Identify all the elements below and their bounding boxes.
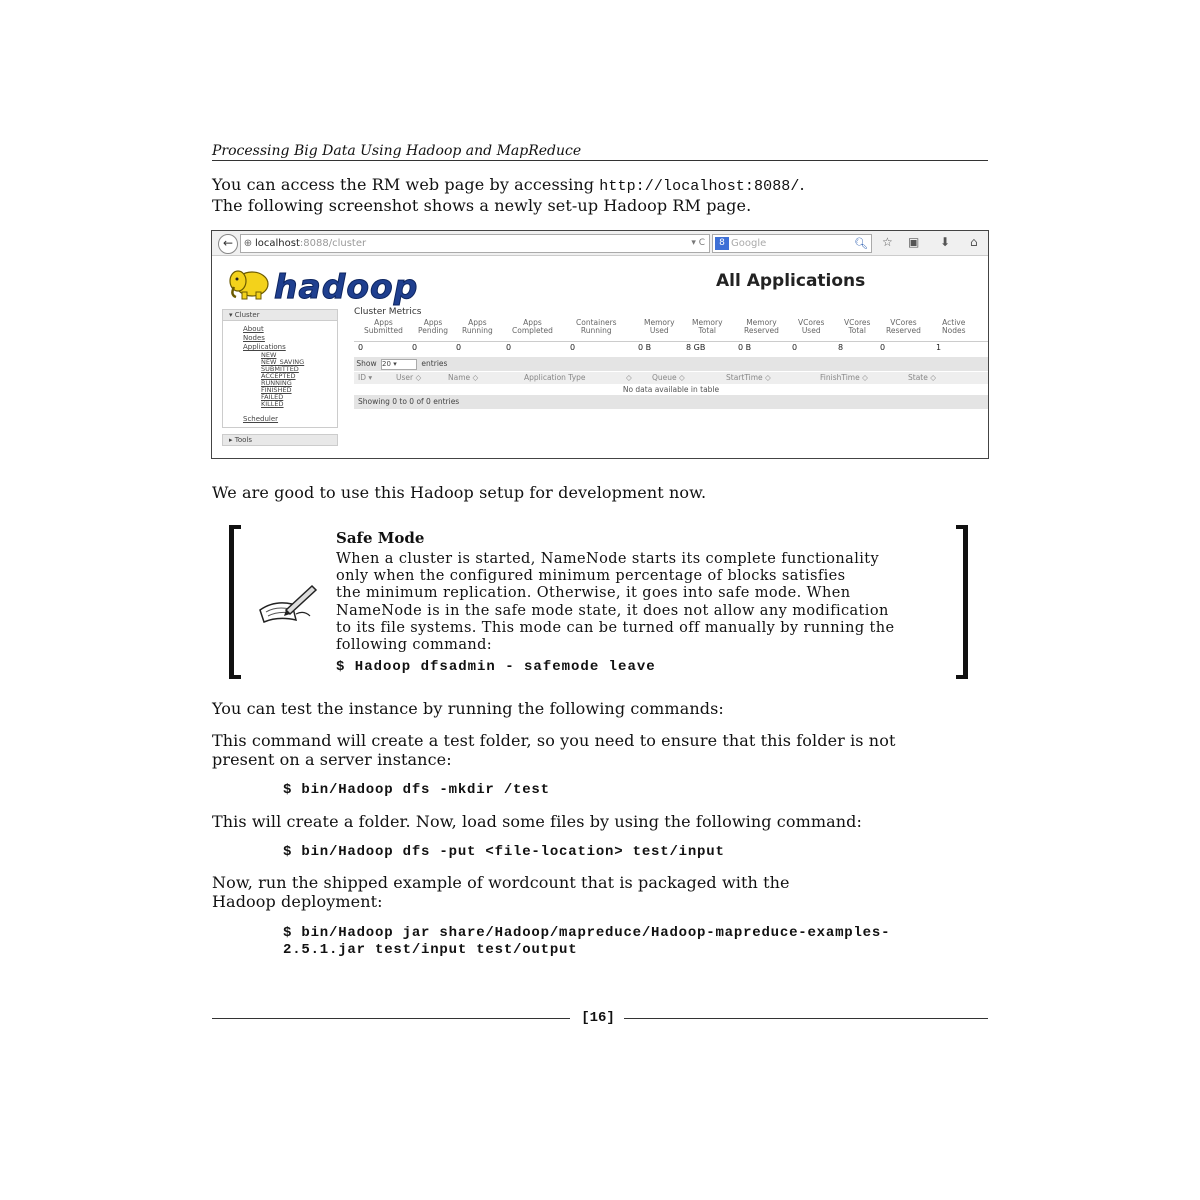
running-head: Processing Big Data Using Hadoop and MapReduce: [212, 143, 988, 161]
intro-end: .: [799, 175, 805, 194]
metric-label: Total: [698, 326, 717, 335]
rm-url: http://localhost:8088/: [599, 178, 800, 195]
metric-value: 0 B: [738, 343, 752, 352]
sidebar: [222, 309, 338, 444]
sidebar-item-about[interactable]: About: [243, 325, 264, 333]
url-host: localhost: [255, 238, 300, 249]
metric-label: Reserved: [744, 326, 779, 335]
para-run-line-2: Hadoop deployment:: [212, 892, 383, 911]
col-starttime[interactable]: StartTime ◇: [726, 373, 771, 382]
entries-select[interactable]: [381, 359, 417, 370]
sidebar-item-finished[interactable]: FINISHED: [261, 386, 292, 394]
col-user[interactable]: User ◇: [396, 373, 422, 382]
browser-toolbar: [212, 231, 988, 256]
intro-line-1: [212, 175, 988, 196]
para-run-line-1: Now, run the shipped example of wordcount that is packaged with the: [212, 873, 790, 892]
sidebar-item-running[interactable]: RUNNING: [261, 379, 292, 387]
col-name[interactable]: Name ◇: [448, 373, 479, 382]
metric-label: Running: [462, 326, 493, 335]
sidebar-tools-header[interactable]: ▸ Tools: [222, 434, 338, 446]
metric-header: [886, 319, 921, 335]
metric-header: [462, 319, 493, 335]
globe-icon: ⊕: [243, 238, 253, 249]
metric-header: [692, 319, 723, 335]
metric-header: [942, 319, 965, 335]
metric-label: Memory: [692, 318, 723, 327]
intro-text: You can access the RM web page by accessing: [212, 175, 600, 194]
metric-label: Apps: [374, 318, 393, 327]
metric-header: [844, 319, 870, 335]
metric-value: 8: [838, 343, 844, 352]
para-run: [212, 873, 988, 911]
note-pencil-icon: [256, 580, 320, 626]
cmd-jar-line-1: $ bin/Hadoop jar share/Hadoop/mapreduce/Hadoop-mapreduce-examples-: [283, 925, 891, 941]
intro-paragraph: [212, 175, 988, 215]
metric-header: [576, 319, 617, 335]
applications-table-header: [354, 372, 988, 384]
page-footer: [212, 1008, 988, 1028]
col-finishtime[interactable]: FinishTime ◇: [820, 373, 868, 382]
metric-label: Reserved: [886, 326, 921, 335]
col-id[interactable]: ID ▾: [358, 373, 373, 382]
sidebar-item-failed[interactable]: FAILED: [261, 393, 284, 401]
col-application-type-sort[interactable]: ◇: [626, 373, 632, 382]
sidebar-item-accepted[interactable]: ACCEPTED: [261, 372, 296, 380]
metrics-divider: [354, 341, 988, 342]
metric-label: Used: [801, 326, 821, 335]
cmd-mkdir: $ bin/Hadoop dfs -mkdir /test: [283, 782, 550, 798]
sidebar-item-submitted[interactable]: SUBMITTED: [261, 365, 299, 373]
search-placeholder: Google: [731, 238, 767, 249]
show-label: Show: [356, 359, 377, 368]
metric-header: [644, 319, 675, 335]
metric-header: [798, 319, 824, 335]
clipboard-icon[interactable]: ▣: [908, 235, 920, 249]
elephant-icon: [228, 267, 274, 301]
metric-label: Completed: [512, 326, 553, 335]
search-bar[interactable]: [712, 234, 872, 253]
sidebar-item-new[interactable]: NEW: [261, 351, 277, 359]
metric-label: Apps: [468, 318, 487, 327]
cluster-metrics-title: Cluster Metrics: [354, 307, 422, 317]
page-number: [16]: [581, 1010, 615, 1026]
metric-label: Containers: [576, 318, 617, 327]
metric-header: [418, 319, 448, 335]
metric-value: 0: [358, 343, 364, 352]
note-bracket-right: [956, 525, 968, 679]
url-rest: :8088/cluster: [299, 238, 367, 249]
cmd-put: $ bin/Hadoop dfs -put <file-location> test/input: [283, 844, 725, 860]
logo-text: hadoop: [274, 267, 419, 306]
entries-select-value: 20: [382, 359, 391, 368]
metric-label: Active: [942, 318, 966, 327]
metric-value: 0 B: [638, 343, 652, 352]
sidebar-cluster-header[interactable]: ▾ Cluster: [222, 309, 338, 321]
metric-label: Pending: [418, 326, 448, 335]
note-title: Safe Mode: [336, 529, 425, 547]
google-icon: 8: [715, 237, 729, 250]
metric-value: 0: [792, 343, 798, 352]
search-icon[interactable]: 🔍︎: [854, 237, 868, 250]
para-load: This will create a folder. Now, load some files by using the following command:: [212, 812, 863, 831]
note-command: $ Hadoop dfsadmin - safemode leave: [336, 659, 656, 675]
metric-label: Total: [848, 326, 866, 335]
metric-label: Used: [649, 326, 669, 335]
note-line: NameNode is in the safe mode state, it does not allow any modification: [336, 602, 889, 619]
metric-value: 0: [880, 343, 886, 352]
metric-value: 1: [936, 343, 942, 352]
metric-label: Memory: [644, 318, 675, 327]
metric-value: 0: [412, 343, 418, 352]
metric-label: VCores: [798, 318, 825, 327]
para-folder-line-2: present on a server instance:: [212, 750, 452, 769]
metric-header: [744, 319, 779, 335]
note-bracket-left: [229, 525, 241, 679]
footer-rule-right: [624, 1018, 988, 1019]
metric-header: [364, 319, 403, 335]
metric-label: Apps: [423, 318, 443, 327]
metric-label: Nodes: [942, 326, 966, 335]
para-test: You can test the instance by running the following commands:: [212, 699, 724, 718]
sidebar-item-scheduler[interactable]: Scheduler: [243, 415, 279, 423]
hadoop-logo: [228, 267, 428, 306]
sidebar-item-new-saving[interactable]: NEW_SAVING: [261, 358, 305, 366]
metric-label: VCores: [890, 318, 917, 327]
col-queue[interactable]: Queue ◇: [652, 373, 685, 382]
para-good: We are good to use this Hadoop setup for development now.: [212, 483, 707, 502]
metric-value: 0: [570, 343, 576, 352]
sidebar-cluster-list: [222, 321, 338, 428]
col-state[interactable]: State ◇: [908, 373, 937, 382]
intro-line-2: The following screenshot shows a newly set-up Hadoop RM page.: [212, 196, 752, 215]
no-data-message: No data available in table: [622, 385, 720, 394]
note-line: to its file systems. This mode can be turned off manually by running the: [336, 619, 895, 636]
star-icon[interactable]: ☆: [882, 235, 893, 249]
entries-label: entries: [421, 359, 448, 368]
showing-entries: Showing 0 to 0 of 0 entries: [354, 395, 988, 409]
metric-value: 8 GB: [686, 343, 706, 352]
note-line: the minimum replication. Otherwise, it goes into safe mode. When: [336, 585, 851, 602]
metric-label: Apps: [523, 318, 542, 327]
url-controls[interactable]: ▾ C: [691, 238, 705, 248]
note-line: following command:: [336, 637, 493, 654]
chevron-down-icon: ▾: [393, 359, 397, 368]
page-title: All Applications: [716, 271, 866, 291]
metric-label: Running: [580, 326, 612, 335]
metric-value: 0: [456, 343, 462, 352]
col-application-type[interactable]: Application Type: [524, 373, 586, 382]
metric-label: Submitted: [364, 326, 403, 335]
back-arrow-icon[interactable]: ←: [218, 234, 238, 254]
sidebar-item-killed[interactable]: KILLED: [261, 400, 284, 408]
para-folder-line-1: This command will create a test folder, so you need to ensure that this folder is not: [212, 731, 896, 750]
cmd-jar-line-2: 2.5.1.jar test/input test/output: [283, 942, 578, 958]
show-entries-bar: [354, 357, 988, 371]
sidebar-item-nodes[interactable]: Nodes: [243, 334, 265, 342]
sidebar-item-applications[interactable]: Applications: [243, 343, 286, 351]
metric-label: Memory: [746, 318, 777, 327]
metric-header: [512, 319, 553, 335]
rm-screenshot: [211, 230, 989, 459]
metric-label: VCores: [844, 318, 871, 327]
para-folder: [212, 731, 988, 769]
metric-value: 0: [506, 343, 512, 352]
footer-rule-left: [212, 1018, 570, 1019]
home-icon[interactable]: ⌂: [970, 235, 978, 249]
url-bar[interactable]: [240, 234, 710, 253]
download-icon[interactable]: ⬇: [940, 235, 951, 249]
note-body: [336, 551, 946, 654]
note-line: only when the configured minimum percentage of blocks satisfies: [336, 568, 846, 585]
note-line: When a cluster is started, NameNode starts its complete functionality: [336, 551, 880, 567]
